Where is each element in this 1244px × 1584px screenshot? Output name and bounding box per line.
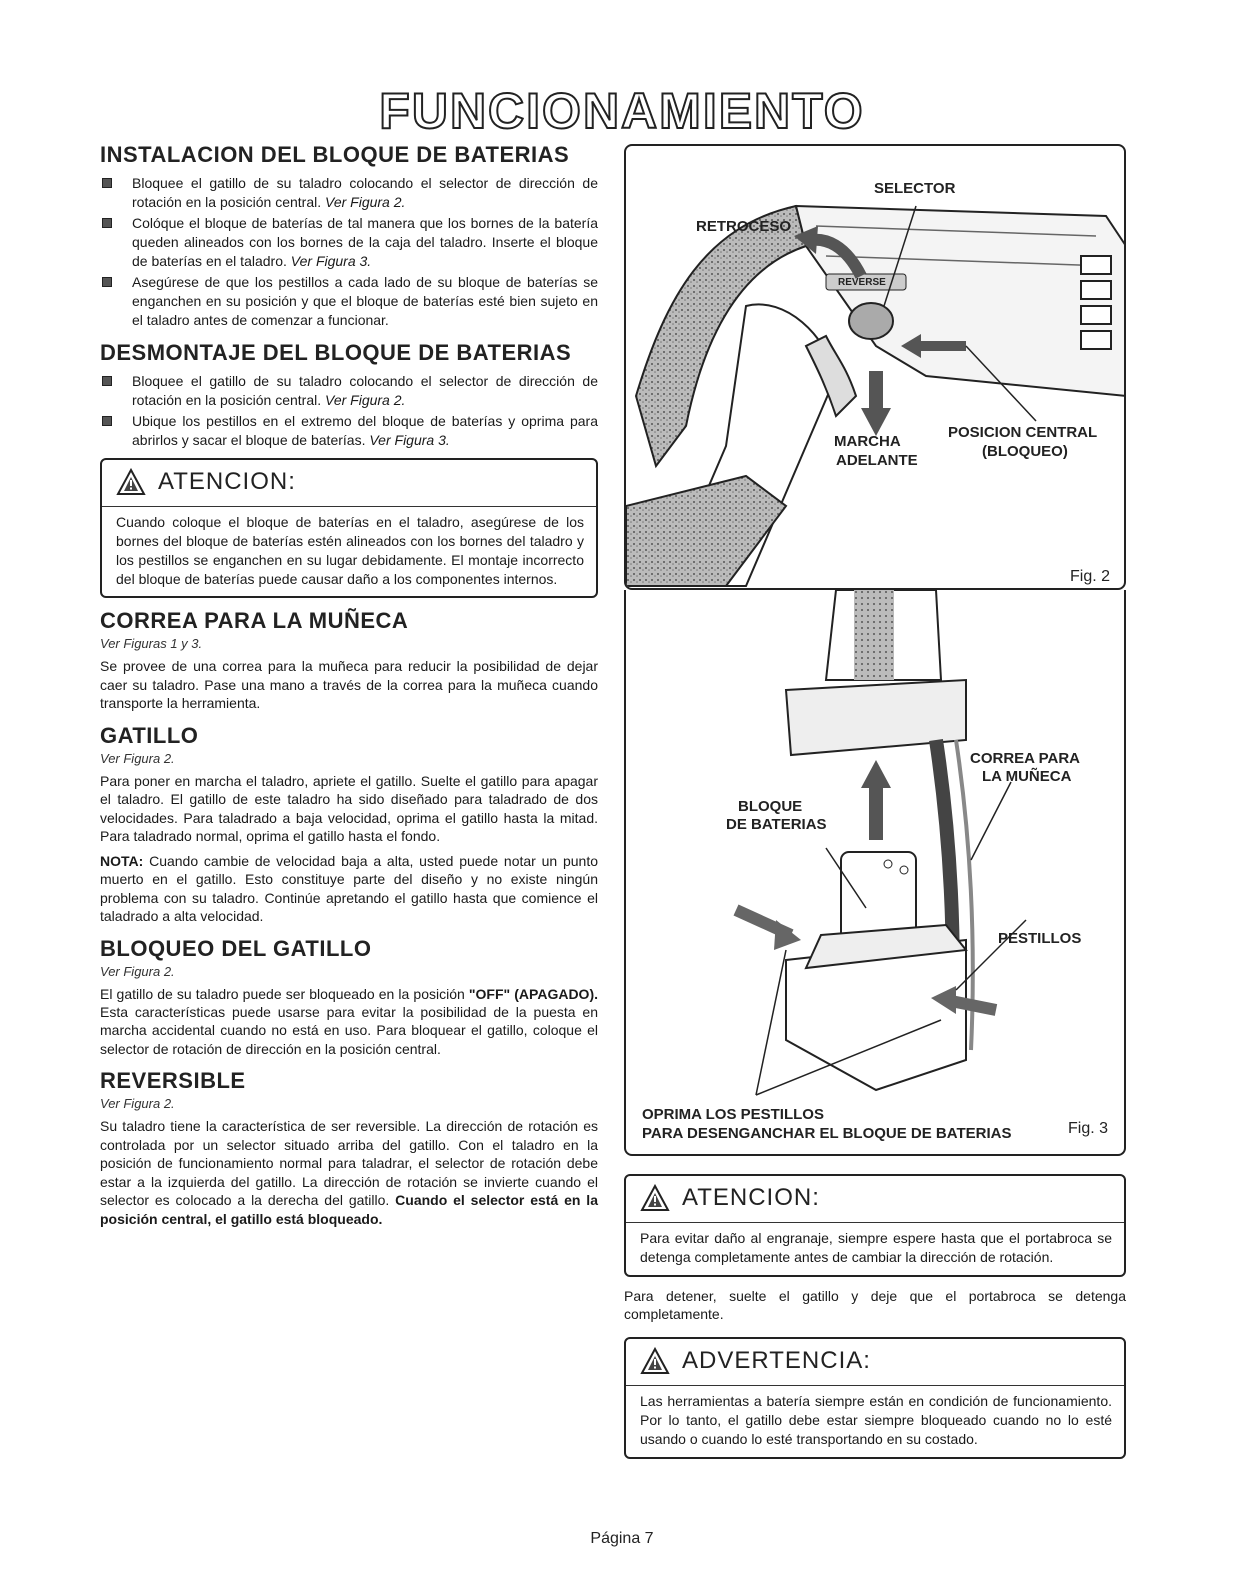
remove-list [100,372,598,450]
attention-box [100,458,598,598]
label-selector: SELECTOR [874,180,956,197]
attention-title: ATENCION: [682,1184,820,1211]
label-bloqueo: (BLOQUEO) [982,443,1068,460]
install-heading: INSTALACION DEL BLOQUE DE BATERIAS [100,142,570,167]
attention-text: Para evitar daño al engranaje, siempre espere hasta que el portabroca se detenga completamente antes de cambiar la dirección de rotación. [640,1230,1112,1265]
trigger-text: Para poner en marcha el taladro, apriete el gatillo. Suelte el gatillo para apagar el taladro. El gatillo de este taladro ha sido diseñado para taladrado de dos velocidades. Para taladrado a baja velocidad, oprima el gatillo hasta la mitad. Para taladrado normal, oprima el gatillo hasta el fondo. [100,772,598,845]
list-item [100,412,598,450]
battery-pack-illustration [626,590,1126,1156]
warning-triangle-icon [116,468,146,496]
note-text: Cuando cambie de velocidad baja a alta, usted puede notar un punto muerto en el gatillo. Esto constituye parte del diseño y no existe ningún problema con su taladro. Continúe apretando el gatillo hasta que comience el taladrado a alta velocidad. [100,852,598,925]
attention-text: Cuando coloque el bloque de baterías en el taladro, asegúrese de los bornes del bloque de baterías estén alineados con los bornes del taladro y los pestillos se enganchen en su lugar debidamente. El montaje incorrecto del bloque de baterías puede causar daño a los componentes internos. [116,514,584,587]
stop-text: Para detener, suelte el gatillo y deje que el portabroca se detenga completamente. [624,1287,1126,1322]
bullet-text: Bloquee el gatillo de su taladro colocando el selector de dirección de rotación en la posición central. [132,373,598,409]
strap-heading: CORREA PARA LA MUÑECA [100,608,409,634]
figure-ref: Ver Figura 2. [100,963,175,979]
lock-text-a: El gatillo de su taladro puede ser bloqueado en la posición [100,985,469,1002]
label-oprima-2: PARA DESENGANCHAR EL BLOQUE DE BATERIAS [642,1125,1012,1142]
bullet-icon [102,277,112,287]
lock-heading: BLOQUEO DEL GATILLO [100,935,372,961]
list-item [100,174,598,212]
trigger-heading: GATILLO [100,722,199,748]
left-column [100,136,598,1234]
label-posicion-central: POSICION CENTRAL [948,424,1098,441]
label-pestillos: PESTILLOS [998,930,1082,947]
list-item [100,273,598,330]
label-retroceso: RETROCESO [696,218,792,235]
bullet-text: Colóque el bloque de baterías de tal manera que los bornes de la batería queden alineados con los bornes de la caja del taladro. Inserte el bloque de baterías en el taladro. [132,215,598,270]
figure-ref: Ver Figura 2. [325,194,406,211]
attention-title: ATENCION: [158,468,296,496]
right-column [624,144,1126,1469]
reversible-heading: REVERSIBLE [100,1068,246,1094]
bullet-text: Asegúrese de que los pestillos a cada lado de su bloque de baterías se enganchen en su posición y que el bloque de baterías esté bien sujeto en el taladro antes de comenzar a funcionar. [132,274,598,329]
lock-text-bold: "OFF" (APAGADO). [468,985,598,1002]
fig3-number: Fig. 3 [1068,1120,1109,1137]
figure-ref: Ver Figura 2. [325,392,406,409]
figure-ref: Ver Figura 3. [290,253,372,270]
figure-ref: Ver Figuras 1 y 3. [100,636,203,652]
figure-2 [624,144,1126,590]
fig2-number: Fig. 2 [1070,568,1111,585]
remove-heading: DESMONTAJE DEL BLOQUE DE BATERIAS [100,340,572,366]
bullet-text: Ubique los pestillos en el extremo del bloque de baterías y oprima para abrirlos y sacar el bloque de baterías. [132,413,598,449]
reversible-text-a: Su taladro tiene la característica de ser reversible. La dirección de rotación es controlada por un selector situado arriba del gatillo. Con el taladro en la posición de funcionamiento normal para taladrar, el selector de rotación debe estar a la izquierda del gatillo. La dirección de rotación se invierte cuando el selector es colocado a la derecha del gatillo. [100,1118,598,1209]
lock-text [100,985,598,1059]
attention-box-2 [624,1174,1126,1277]
warning-triangle-icon [640,1184,670,1212]
warning-text: Las herramientas a batería siempre están en condición de funcionamiento. Por lo tanto, el gatillo debe estar siempre bloqueado cuando no lo esté usando o cuando lo esté transportando en su costado. [640,1393,1112,1447]
bullet-icon [102,178,112,188]
reversible-text [100,1117,598,1228]
bullet-icon [102,416,112,426]
warning-box [624,1337,1126,1458]
list-item [100,214,598,271]
bullet-text: Bloquee el gatillo de su taladro colocando el selector de dirección de rotación en la posición central. [132,175,598,211]
warning-title: ADVERTENCIA: [682,1347,871,1375]
trigger-note [100,852,598,926]
page-number: Página 7 [590,1530,654,1547]
page-title: FUNCIONAMIENTO [379,83,865,139]
figure-ref: Ver Figura 2. [100,750,175,766]
figure-ref: Ver Figura 3. [369,432,450,449]
bullet-icon [102,218,112,228]
figure-ref: Ver Figura 2. [100,1096,175,1112]
label-correa-1: CORREA PARA [970,750,1081,767]
figure-3 [624,590,1126,1156]
label-marcha: MARCHA [834,433,901,450]
drill-selector-illustration [626,146,1126,590]
strap-text: Se provee de una correa para la muñeca para reducir la posibilidad de dejar caer su taladro. Pase una mano a través de la correa para la muñeca cuando transporte la herramienta. [100,658,598,712]
label-reverse-tag: REVERSE [838,277,886,288]
list-item [100,372,598,410]
note-label: NOTA: [100,852,144,869]
label-oprima-1: OPRIMA LOS PESTILLOS [642,1106,824,1123]
reversible-text-bold: Cuando el selector está en la posición central, el gatillo está bloqueado. [100,1192,598,1227]
lock-text-b: Esta características puede usarse para evitar la posibilidad de la puesta en marcha accidental cuando no está en uso. Para bloquear el gatillo, coloque el selector de rotación de dirección en la posición central. [100,1004,598,1057]
install-list [100,174,598,330]
warning-triangle-icon [640,1347,670,1375]
label-bloque-2: DE BATERIAS [726,816,827,833]
label-correa-2: LA MUÑECA [982,768,1072,785]
bullet-icon [102,376,112,386]
label-bloque-1: BLOQUE [738,798,803,815]
label-adelante: ADELANTE [836,452,918,469]
